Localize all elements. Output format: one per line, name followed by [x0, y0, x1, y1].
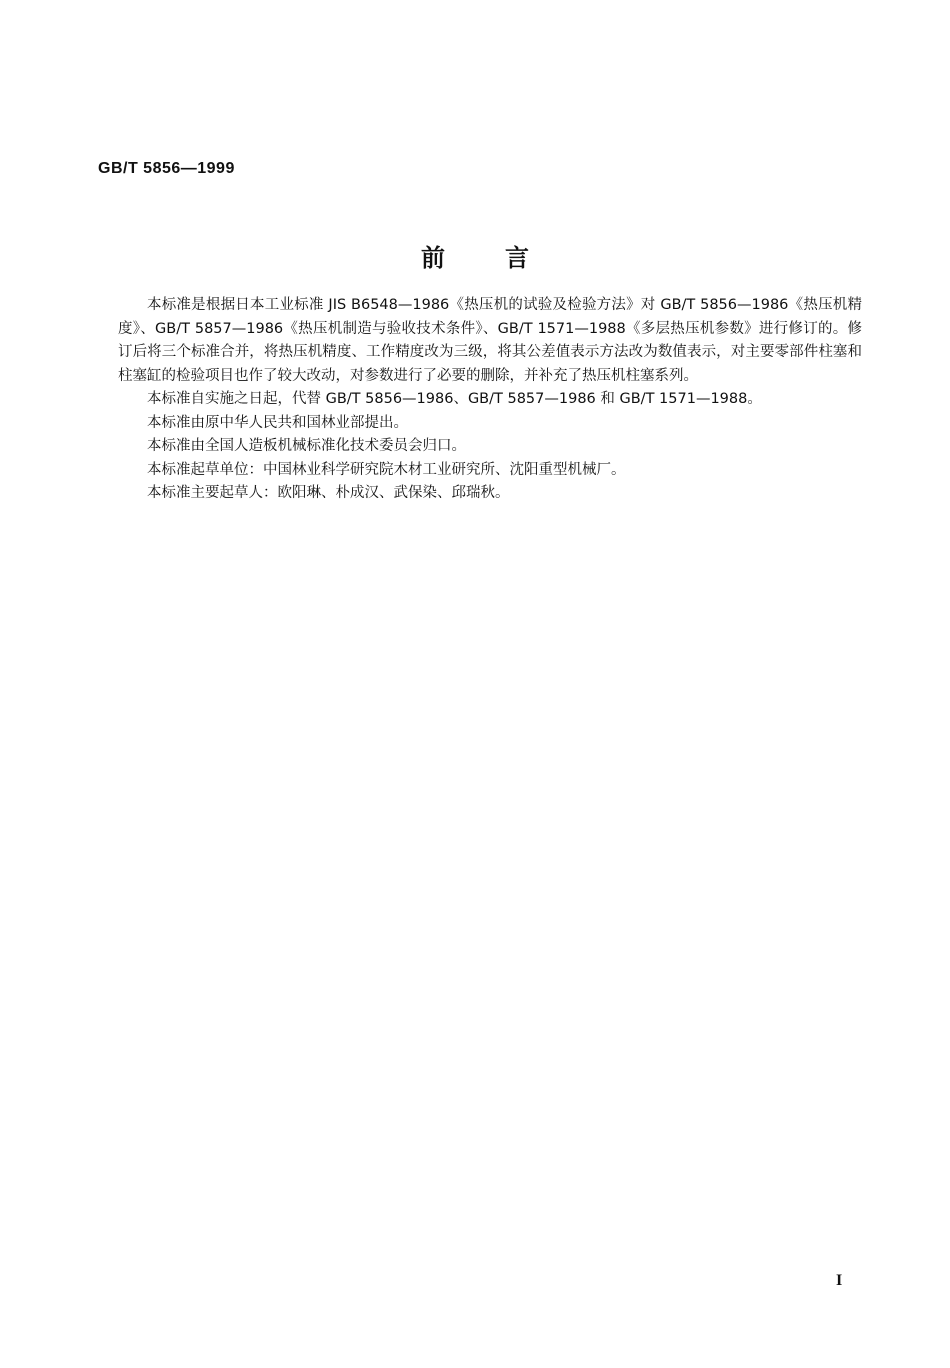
- paragraph-replacement: 本标准自实施之日起，代替 GB/T 5856—1986、GB/T 5857—1986 和 GB/T 1571—1988。: [147, 391, 762, 407]
- paragraph-drafting-units: 本标准起草单位：中国林业科学研究院木材工业研究所、沈阳重型机械厂。: [147, 461, 626, 478]
- page-title: 前言: [421, 244, 589, 272]
- paragraph-revision-basis: 本标准是根据日本工业标准 JIS B6548—1986《热压机的试验及检验方法》对 GB/T 5856—1986《热压机精度》、GB/T 5857—1986《热压机制造与验收技术条件》、GB/T 1571—1988《多层热压机参数》进行修订的。修订后将三个标准合并，将热压机精度、工作精度改为三级，将其公差值表示方法改为数值表示，对主要零部件柱塞和柱塞缸的检验项目也作了较大改动，对参数进行了必要的删除，并补充了热压机柱塞系列。: [118, 297, 862, 384]
- standard-code: GB/T 5856—1999: [98, 160, 235, 177]
- paragraph-proposer: 本标准由原中华人民共和国林业部提出。: [147, 414, 408, 431]
- foreword-body: [118, 294, 862, 506]
- paragraph-committee: 本标准由全国人造板机械标准化技术委员会归口。: [147, 438, 466, 454]
- page-number: I: [836, 1272, 843, 1289]
- paragraph-drafters: 本标准主要起草人：欧阳琳、朴成汉、武保染、邱瑞秋。: [147, 485, 510, 501]
